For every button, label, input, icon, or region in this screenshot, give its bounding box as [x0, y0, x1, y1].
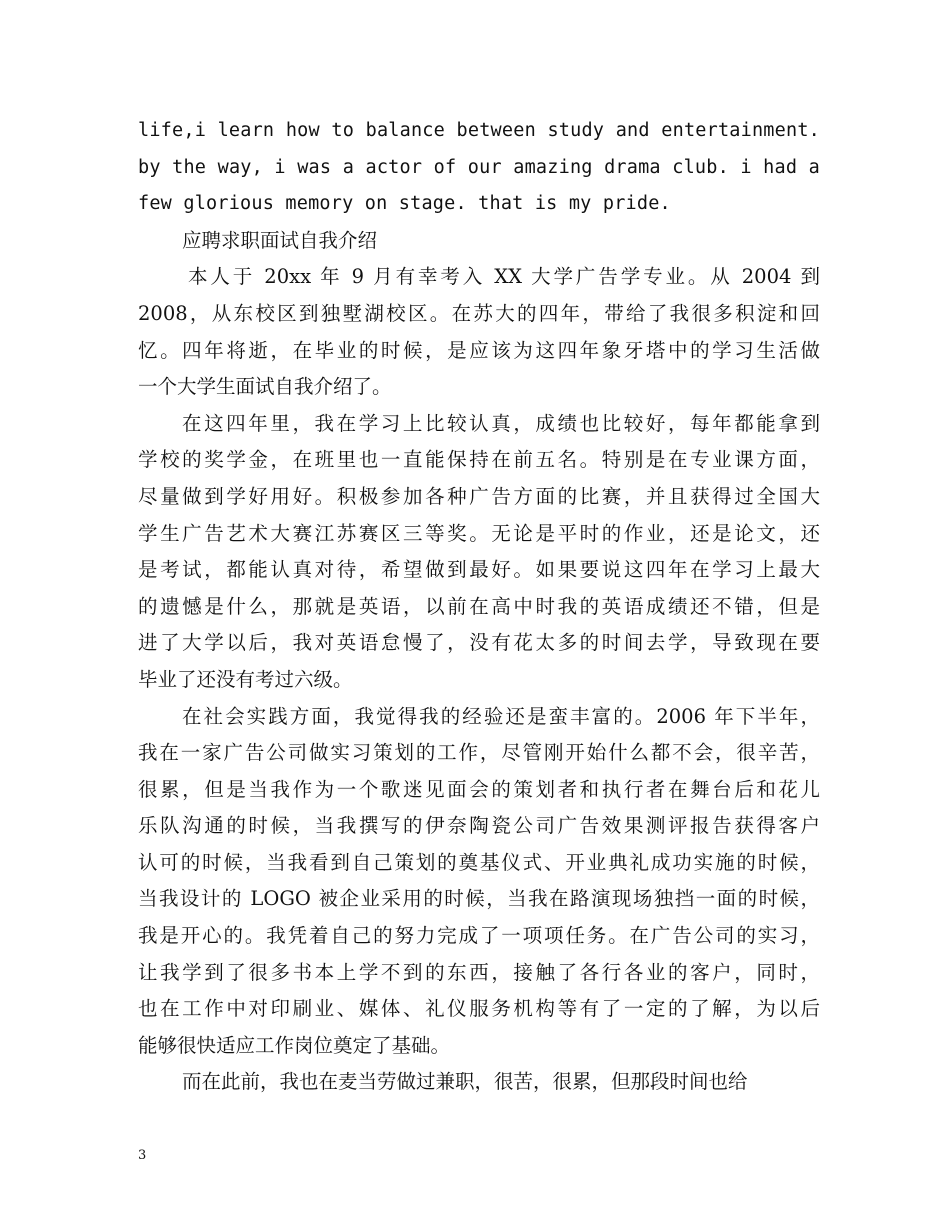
- paragraph-line: 能够很快适应工作岗位奠定了基础。: [138, 1033, 451, 1057]
- paragraph-line: 毕业了还没有考过六级。: [138, 667, 353, 691]
- paragraph-line: 也在工作中对印刷业、媒体、礼仪服务机构等有了一定的了解，为以后: [138, 997, 820, 1021]
- paragraph-line: 忆。四年将逝，在毕业的时候，是应该为这四年象牙塔中的学习生活做: [138, 338, 820, 362]
- english-line: by the way, i was a actor of our amazing drama club. i had a: [138, 156, 820, 178]
- paragraph-line: 是考试，都能认真对待，希望做到最好。如果要说这四年在学习上最大: [138, 558, 820, 582]
- paragraph-line: 当我设计的 LOGO 被企业采用的时候，当我在路演现场独挡一面的时候，: [138, 887, 820, 911]
- paragraph-line: 尽量做到学好用好。积极参加各种广告方面的比赛，并且获得过全国大: [138, 484, 820, 508]
- paragraph-line: 我是开心的。我凭着自己的努力完成了一项项任务。在广告公司的实习，: [138, 924, 820, 948]
- english-line: few glorious memory on stage. that is my pride.: [138, 193, 671, 215]
- paragraph-line: 本人于 20xx 年 9 月有幸考入 XX 大学广告学专业。从 2004 到: [188, 265, 820, 289]
- paragraph-line: 2008，从东校区到独墅湖校区。在苏大的四年，带给了我很多积淀和回: [138, 301, 820, 325]
- paragraph-line: 在这四年里，我在学习上比较认真，成绩也比较好，每年都能拿到: [182, 411, 820, 435]
- page-number: 3: [138, 1148, 147, 1163]
- paragraph-line: 让我学到了很多书本上学不到的东西，接触了各行各业的客户，同时，: [138, 960, 820, 984]
- paragraph-line: 学校的奖学金，在班里也一直能保持在前五名。特别是在专业课方面，: [138, 448, 820, 472]
- page-content: [138, 113, 820, 1101]
- paragraph-line: 进了大学以后，我对英语怠慢了，没有花太多的时间去学，导致现在要: [138, 631, 820, 655]
- paragraph-line: 我在一家广告公司做实习策划的工作，尽管刚开始什么都不会，很辛苦，: [138, 741, 820, 765]
- paragraph-line: 学生广告艺术大赛江苏赛区三等奖。无论是平时的作业，还是论文，还: [138, 521, 820, 545]
- paragraph-line: 一个大学生面试自我介绍了。: [138, 375, 392, 399]
- paragraph-line: 乐队沟通的时候，当我撰写的伊奈陶瓷公司广告效果测评报告获得客户: [138, 814, 820, 838]
- paragraph-line: 很累，但是当我作为一个歌迷见面会的策划者和执行者在舞台后和花儿: [138, 777, 820, 801]
- paragraph-line: 的遗憾是什么，那就是英语，以前在高中时我的英语成绩还不错，但是: [138, 594, 820, 618]
- section-title: 应聘求职面试自我介绍: [182, 228, 378, 252]
- paragraph-line: 在社会实践方面，我觉得我的经验还是蛮丰富的。2006 年下半年，: [182, 704, 820, 728]
- paragraph-line: 认可的时候，当我看到自己策划的奠基仪式、开业典礼成功实施的时候，: [138, 850, 820, 874]
- english-line: life,i learn how to balance between study and entertainment.: [138, 120, 820, 141]
- paragraph-line: 而在此前，我也在麦当劳做过兼职，很苦，很累，但那段时间也给: [182, 1070, 748, 1094]
